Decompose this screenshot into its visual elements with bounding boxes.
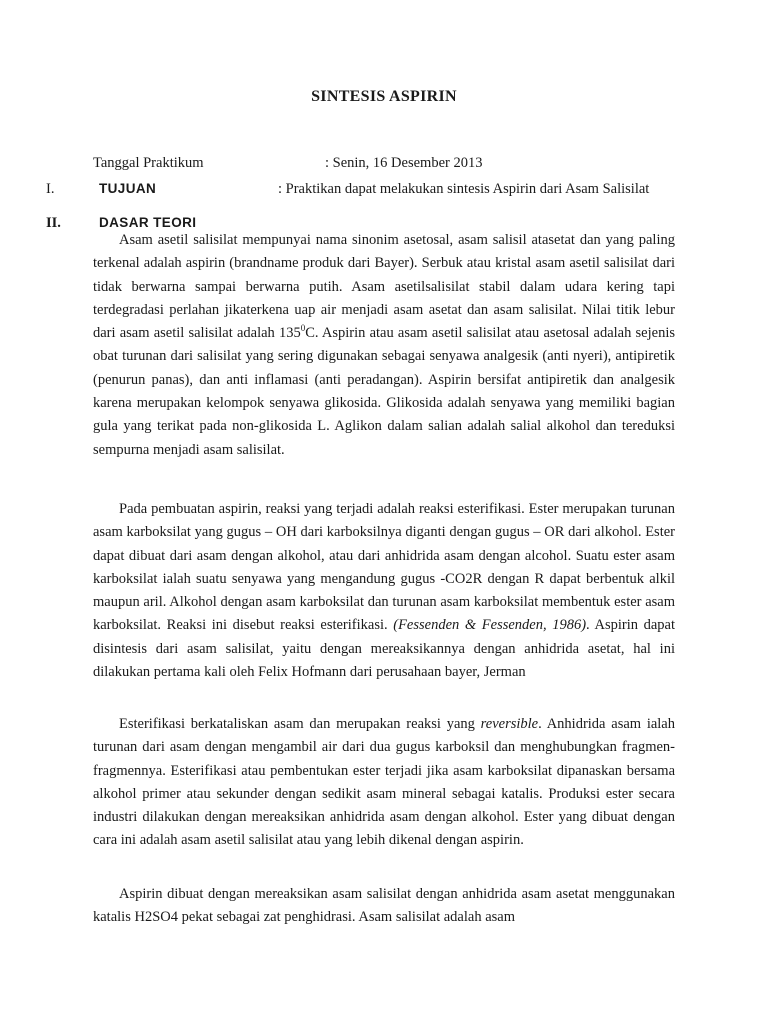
paragraph-4 (93, 883, 675, 930)
section-title-tujuan: TUJUAN (99, 181, 157, 196)
paragraph-text: . Aspirin dapat disintesis dari asam salisilat, yaitu dengan mereaksikannya dengan anhidrida asetat, hal ini dilakukan pertama kali oleh Felix Hofmann dari perusahaan bayer, Jerman (93, 617, 675, 681)
date-label: Tanggal Praktikum (93, 155, 204, 171)
paragraph-text: Asam asetil salisilat mempunyai nama sinonim asetosal, asam salisil atasetat dan yang paling terkenal adalah aspirin (brandname produk dari Bayer). Serbuk atau kristal asam asetil salisilat dari tidak berwarna sampai berwarna putih. Asam asetilsalisilat stabil dalam udara kering tapi terdegradasi perlahan jikaterkena uap air menjadi asam asetat dan asam salisilat. Nilai titik lebur dari asam asetil salisilat adalah 135 (93, 232, 675, 342)
paragraph-3 (93, 713, 675, 853)
paragraph-1 (93, 229, 675, 462)
paragraph-text: Aspirin dibuat dengan mereaksikan asam salisilat dengan anhidrida asam asetat menggunakan katalis H2SO4 pekat sebagai zat penghidrasi. Asam salisilat adalah asam (93, 886, 675, 926)
superscript: 0 (300, 323, 306, 334)
paragraph-text: . Anhidrida asam ialah turunan dari asam dengan mengambil air dari dua gugus karboksil dan menghubungkan fragmen-fragmennya. Esterifikasi atau pembentukan ester terjadi jika asam karboksilat dipanaskan bersama alkohol primer atau sekunder dengan sedikit asam mineral sebagai katalis. Produksi ester secara industri dilakukan dengan mereaksikan anhidrida asam dengan alkohol. Ester yang dibuat dengan cara ini adalah asam asetil salisilat atau yang lebih dikenal dengan aspirin. (93, 716, 675, 849)
paragraph-text: C. Aspirin atau asam asetil salisilat atau asetosal adalah sejenis obat turunan dari salisilat yang sering digunakan sebagai senyawa analgesik (anti nyeri), antipiretik (penurun panas), dan anti inflamasi (anti peradangan). Aspirin bersifat antipiretik dan analgesik karena merupakan kelompok senyawa glikosida. Glikosida adalah senyawa yang memiliki bagian gula yang terikat pada non-glikosida L. Aglikon dalam salian adalah salial alkohol dan tereduksi sempurna menjadi asam salisilat. (93, 325, 675, 458)
italic-term: reversible (480, 716, 539, 732)
paragraph-text: Esterifikasi berkataliskan asam dan merupakan reaksi yang (119, 716, 481, 732)
document-title: SINTESIS ASPIRIN (311, 88, 457, 105)
paragraph-2 (93, 498, 675, 684)
date-value: : Senin, 16 Desember 2013 (325, 155, 483, 171)
citation: (Fessenden & Fessenden, 1986) (393, 617, 587, 634)
section-number: I. (46, 181, 55, 197)
section-number: II. (46, 215, 61, 231)
paragraph-text: Pada pembuatan aspirin, reaksi yang terjadi adalah reaksi esterifikasi. Ester merupakan turunan asam karboksilat yang gugus – OH dari karboksilnya diganti dengan gugus – OR dari alkohol. Ester dapat dibuat dari asam dengan alkohol, atau dari anhidrida asam dengan alcohol. Suatu ester asam karboksilat ialah suatu senyawa yang mengandung gugus -CO2R dengan R dapat berbentuk alkil maupun aril. Alkohol dengan asam karboksilat dan turunan asam karboksilat membentuk ester asam karboksilat. Reaksi ini disebut reaksi esterifikasi. (93, 501, 675, 634)
section-title-dasar-teori: DASAR TEORI (99, 215, 197, 230)
section-tujuan-text: : Praktikan dapat melakukan sintesis Aspirin dari Asam Salisilat (278, 181, 650, 197)
